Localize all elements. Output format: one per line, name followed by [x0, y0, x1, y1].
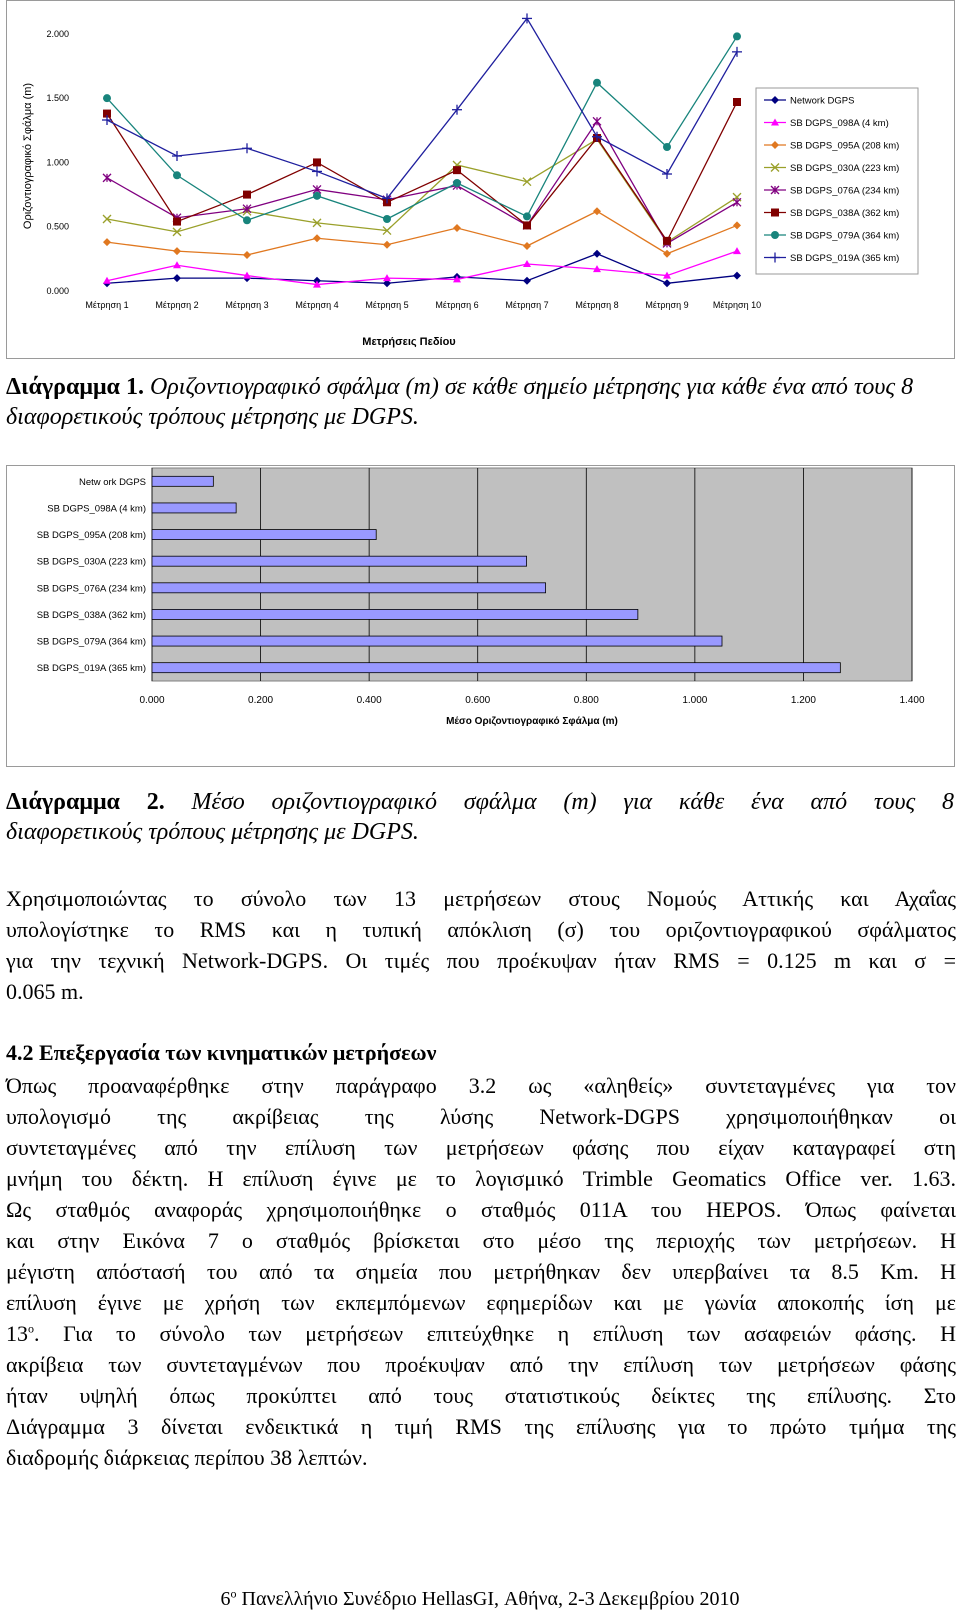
- data-point: [663, 143, 671, 151]
- y-tick-label: SB DGPS_019A (365 km): [36, 663, 146, 675]
- data-point: [173, 274, 181, 282]
- data-point: [313, 234, 321, 242]
- footer-text: Πανελλήνιο Συνέδριο HellasGI, Αθήνα, 2-3 Δεκεμβρίου 2010: [236, 1588, 740, 1610]
- data-point: [383, 215, 391, 223]
- data-point: [103, 94, 111, 102]
- data-point: [663, 237, 671, 245]
- y-tick-label: SB DGPS_098A (4 km): [47, 503, 146, 515]
- legend-label: SB DGPS_095A (208 km): [790, 140, 900, 152]
- data-point: [733, 272, 741, 280]
- y-tick-label: 1.500: [46, 93, 69, 104]
- data-point: [733, 221, 741, 229]
- series-sb-dgps-076a-234-km: [103, 117, 741, 247]
- data-point: [453, 179, 461, 187]
- line-chart: [7, 1, 954, 358]
- page-footer: [0, 1588, 960, 1611]
- paragraph-line: Διάγραμμα 3 δίνεται ενδεικτικά η τιμή RMS της επίλυσης για το πρώτο τμήμα της: [6, 1414, 956, 1439]
- data-point: [173, 218, 181, 226]
- paragraph-line: Όπως προαναφέρθηκε στην παράγραφο 3.2 ως «αληθείς» συντεταγμένες για τον: [6, 1073, 956, 1098]
- x-tick-label: Μέτρηση 5: [365, 300, 409, 310]
- bar: [152, 530, 376, 540]
- legend-label: SB DGPS_030A (223 km): [790, 163, 900, 174]
- paragraph-line: 0.065 m.: [6, 979, 84, 1004]
- legend: [756, 88, 918, 274]
- x-tick-label: 0.200: [248, 695, 274, 706]
- data-point: [662, 169, 672, 179]
- y-tick-label: SB DGPS_079A (364 km): [36, 636, 146, 648]
- data-point: [172, 151, 182, 161]
- data-point: [593, 79, 601, 87]
- caption-label: Διάγραμμα 1.: [6, 374, 144, 400]
- footer-number: 6: [220, 1588, 231, 1610]
- x-axis-title: Μέσο Οριζοντιογραφικό Σφάλμα (m): [446, 716, 618, 727]
- caption-text-line: διαφορετικούς τρόπους μέτρησης με DGPS.: [6, 819, 419, 845]
- x-tick-label: Μέτρηση 7: [505, 300, 549, 310]
- y-tick-label: SB DGPS_038A (362 km): [36, 609, 146, 621]
- x-tick-label: Μέτρηση 9: [645, 300, 689, 310]
- bar: [152, 583, 546, 593]
- line-chart-frame: [6, 0, 955, 359]
- data-point: [103, 174, 111, 182]
- data-point: [733, 198, 741, 206]
- data-point: [523, 260, 531, 267]
- data-point: [242, 143, 252, 153]
- paragraph: [6, 1070, 956, 1473]
- x-tick-label: Μέτρηση 2: [155, 300, 199, 310]
- bar: [152, 503, 236, 513]
- data-point: [732, 47, 742, 57]
- x-tick-label: 0.600: [465, 695, 491, 706]
- data-point: [523, 178, 531, 186]
- legend-label: Network DGPS: [790, 95, 855, 107]
- bar-chart: [7, 466, 954, 766]
- bar: [152, 663, 840, 673]
- x-axis-title: Μετρήσεις Πεδίου: [362, 336, 456, 348]
- series-line: [107, 18, 737, 198]
- paragraph-line: συντεταγμένες από την επίλυση των μετρήσεων φάσης που είχαν καταγραφεί στη: [6, 1135, 956, 1160]
- y-tick-label: 1.000: [46, 157, 69, 168]
- bar: [152, 636, 722, 646]
- x-tick-label: 0.000: [139, 695, 165, 706]
- data-point: [173, 261, 181, 268]
- y-tick-label: 0.500: [46, 221, 69, 232]
- y-tick-label: 0.000: [46, 286, 69, 296]
- caption-label: Διάγραμμα 2.: [6, 789, 165, 815]
- paragraph-line: μνήμη του δέκτη. Η επίλυση έγινε με το λογισμικό Trimble Geomatics Office ver. 1.63.: [6, 1166, 956, 1191]
- legend-label: SB DGPS_019A (365 km): [790, 253, 900, 264]
- caption-text: Οριζοντιογραφικό σφάλμα (m) σε κάθε σημείο μέτρησης για κάθε ένα από τους 8 διαφορετικούς τρόπους μέτρησης με DGPS.: [6, 374, 914, 430]
- paragraph-line: υπολογίστηκε το RMS και η τυπική απόκλιση (σ) του οριζοντιογραφικού σφάλματος: [6, 917, 956, 942]
- data-point: [243, 191, 251, 199]
- data-point: [733, 98, 741, 106]
- series-line: [107, 102, 737, 241]
- data-point: [312, 166, 322, 176]
- legend-label: SB DGPS_079A (364 km): [790, 230, 900, 242]
- bar: [152, 609, 638, 619]
- data-point: [243, 251, 251, 259]
- footer-superscript: ο: [230, 1586, 237, 1601]
- paragraph-line-rest: . Για το σύνολο των μετρήσεων επιτεύχθηκε η επίλυση των ασαφειών φάσης. Η: [34, 1321, 956, 1346]
- data-point: [453, 224, 461, 232]
- data-point: [593, 207, 601, 215]
- legend-label: SB DGPS_038A (362 km): [790, 208, 900, 219]
- figure-caption-1: [6, 372, 954, 432]
- paragraph-line: υπολογισμό της ακρίβειας της λύσης Network-DGPS χρησιμοποιήθηκαν οι: [6, 1104, 956, 1129]
- data-point: [313, 158, 321, 166]
- x-tick-label: Μέτρηση 10: [712, 300, 762, 310]
- legend-marker: [771, 209, 779, 217]
- x-tick-label: Μέτρηση 3: [225, 300, 269, 310]
- bar: [152, 476, 213, 486]
- section-heading: 4.2 Επεξεργασία των κινηματικών μετρήσεων: [6, 1040, 437, 1065]
- y-tick-label: Netw ork DGPS: [78, 476, 146, 488]
- data-point: [663, 279, 671, 287]
- legend-marker: [771, 231, 779, 239]
- data-point: [523, 242, 531, 250]
- paragraph-line: ακρίβεια των συντεταγμένων που προέκυψαν από την επίλυση των μετρήσεων φάσης: [6, 1352, 956, 1377]
- x-tick-label: 0.400: [356, 695, 382, 706]
- data-point: [663, 250, 671, 258]
- paragraph-line: για την τεχνική Network-DGPS. Οι τιμές που προέκυψαν ήταν RMS = 0.125 m και σ =: [6, 948, 956, 973]
- bar: [152, 556, 527, 566]
- series-sb-dgps-098a-4-km: [103, 247, 741, 287]
- paragraph-line: και στην Εικόνα 7 ο σταθμός βρίσκεται στο μέσο της περιοχής των μετρήσεων. Η: [6, 1228, 956, 1253]
- legend-label: SB DGPS_098A (4 km): [790, 118, 889, 129]
- y-tick-label: 2.000: [46, 28, 69, 39]
- figure-caption-2: [6, 787, 954, 847]
- caption-text: Μέσο οριζοντιογραφικό σφάλμα (m) για κάθε ένα από τους 8: [164, 789, 955, 815]
- series-sb-dgps-019a-365-km: [102, 13, 742, 203]
- x-tick-label: 1.200: [790, 695, 816, 706]
- paragraph-line: μέγιστη απόστασή του από τα σημεία που μετρήθηκαν δεν υπερβαίνει τα 8.5 Km. Η: [6, 1259, 956, 1284]
- paragraph-line: Ως σταθμός αναφοράς χρησιμοποιήθηκε ο σταθμός 011A του HEPOS. Όπως φαίνεται: [6, 1197, 956, 1222]
- data-point: [523, 212, 531, 220]
- paragraph-line: διαδρομής διάρκειας περίπου 38 λεπτών.: [6, 1445, 368, 1470]
- data-point: [383, 241, 391, 249]
- x-tick-label: Μέτρηση 4: [295, 300, 339, 310]
- degree-superscript: ο: [28, 1321, 34, 1336]
- paragraph: [6, 883, 956, 1007]
- plot-area: [152, 468, 912, 681]
- series-line: [107, 211, 737, 255]
- bar-chart-frame: [6, 465, 955, 767]
- data-point: [173, 171, 181, 179]
- y-tick-label: SB DGPS_030A (223 km): [36, 556, 146, 568]
- data-point: [103, 238, 111, 246]
- y-tick-label: SB DGPS_095A (208 km): [36, 530, 146, 542]
- paragraph-line: Χρησιμοποιώντας το σύνολο των 13 μετρήσεων στους Νομούς Αττικής και Αχαΐας: [6, 886, 956, 911]
- y-axis-title: Οριζοντιογραφικό Σφάλμα (m): [22, 82, 34, 230]
- x-tick-label: Μέτρηση 8: [575, 300, 619, 310]
- series-sb-dgps-079a-364-km: [103, 32, 741, 224]
- y-tick-label: SB DGPS_076A (234 km): [36, 583, 146, 595]
- x-tick-label: Μέτρηση 1: [85, 300, 129, 310]
- series-sb-dgps-030a-223-km: [103, 135, 741, 246]
- data-point: [733, 247, 741, 254]
- data-point: [593, 250, 601, 258]
- data-point: [243, 216, 251, 224]
- legend-box: [756, 88, 918, 274]
- x-tick-label: 1.400: [899, 695, 925, 706]
- data-point: [733, 32, 741, 40]
- data-point: [593, 117, 601, 125]
- data-point: [453, 166, 461, 174]
- degree-number: 13: [6, 1321, 28, 1346]
- x-tick-label: 0.800: [573, 695, 599, 706]
- paragraph-line: [6, 1318, 956, 1349]
- paragraph-line: επίλυση έγινε με χρήση των εκπεμπόμενων εφημερίδων και με γωνία αποκοπής ίση με: [6, 1290, 956, 1315]
- data-point: [313, 192, 321, 200]
- data-point: [173, 247, 181, 255]
- paragraph-line: ήταν υψηλή όπως προκύπτει από τους στατιστικούς δείκτες της επίλυσης. Στο: [6, 1383, 956, 1408]
- x-tick-label: 1.000: [682, 695, 708, 706]
- data-point: [523, 277, 531, 285]
- x-tick-label: Μέτρηση 6: [435, 300, 479, 310]
- series-sb-dgps-038a-362-km: [103, 98, 741, 245]
- data-point: [523, 221, 531, 229]
- legend-label: SB DGPS_076A (234 km): [790, 185, 900, 197]
